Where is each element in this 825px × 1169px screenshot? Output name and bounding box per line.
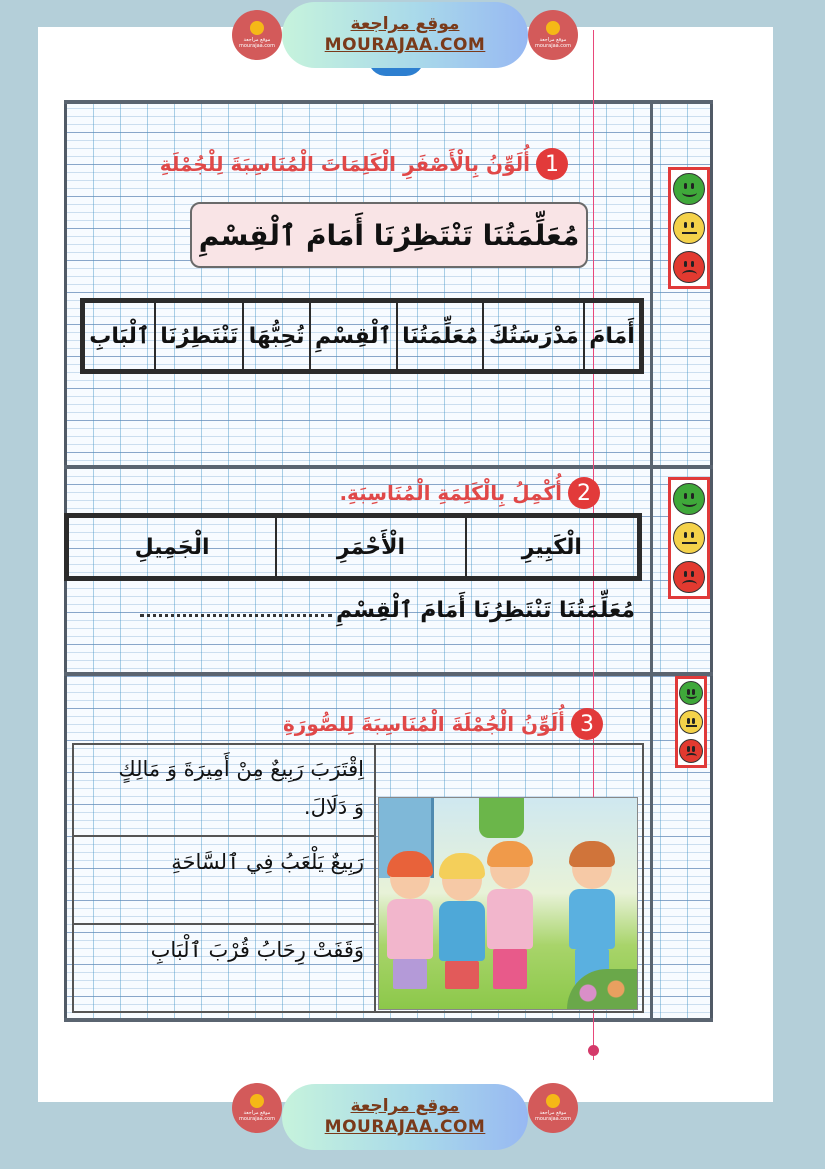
banner-site-link[interactable]: MOURAJAA.COM	[324, 35, 486, 55]
banner-arabic-label: موقع مراجعة	[350, 14, 460, 34]
happy-face-icon[interactable]	[679, 681, 703, 705]
footer-banner[interactable]	[282, 1084, 528, 1150]
neutral-face-icon[interactable]	[673, 522, 705, 554]
girl-figure	[487, 847, 533, 989]
top-rule	[64, 100, 713, 104]
choice-cell[interactable]: الْجَمِيلِ	[67, 516, 277, 579]
model-sentence: مُعَلِّمَتُنَا تَنْتَظِرُنَا أَمَامَ ٱلْقِسْمِ	[198, 218, 580, 252]
section-number-badge: 3	[571, 708, 603, 740]
choice-table	[64, 513, 642, 581]
section-number-badge: 1	[536, 148, 568, 180]
word-table	[80, 298, 644, 374]
bottom-rule	[64, 1018, 713, 1022]
logo-text-ar: موقع مراجعة	[539, 37, 567, 43]
word-cell[interactable]: أَمَامَ	[584, 301, 641, 372]
boy-figure	[439, 859, 485, 989]
site-logo-right[interactable]	[528, 10, 578, 60]
section-3-instruction: أُلَوِّنُ الْجُمْلَةَ الْمُنَاسِبَةَ لِلصُّورَةِ	[283, 712, 565, 736]
banner-site-link[interactable]: MOURAJAA.COM	[324, 1117, 486, 1137]
logo-text-ar: موقع مراجعة	[243, 37, 271, 43]
section-3-title	[283, 708, 603, 740]
site-logo-left[interactable]	[232, 1083, 282, 1133]
answer-blank[interactable]	[140, 614, 332, 617]
sad-face-icon[interactable]	[673, 251, 705, 283]
sad-face-icon[interactable]	[679, 739, 703, 763]
header-banner[interactable]	[282, 2, 528, 68]
children-illustration	[378, 797, 638, 1010]
choice-cell[interactable]: الْأَحْمَرِ	[276, 516, 466, 579]
logo-text-ar: موقع مراجعة	[243, 1110, 271, 1116]
section-1-title	[160, 148, 568, 180]
logo-text-en: mourajaa.com	[238, 1116, 275, 1122]
site-logo-right[interactable]	[528, 1083, 578, 1133]
logo-text-en: mourajaa.com	[534, 1116, 571, 1122]
section-divider-2	[64, 672, 713, 676]
word-cell[interactable]: ٱلْبَابِ	[83, 301, 155, 372]
section-2-instruction: أُكْمِلُ بِالْكَلِمَةِ الْمُنَاسِبَةِ.	[339, 481, 562, 505]
sentence-option-2[interactable]: رَبِيعٌ يَلْعَبُ فِي ٱلسَّاحَةِ	[74, 837, 374, 925]
banner-arabic-label: موقع مراجعة	[350, 1096, 460, 1116]
self-assessment-3	[675, 676, 707, 768]
neutral-face-icon[interactable]	[679, 710, 703, 734]
section-2-title	[339, 477, 600, 509]
happy-face-icon[interactable]	[673, 483, 705, 515]
girl-figure	[387, 857, 433, 989]
logo-text-en: mourajaa.com	[534, 43, 571, 49]
self-assessment-2	[668, 477, 710, 599]
logo-icon	[546, 1094, 560, 1108]
section-1-instruction: أُلَوِّنُ بِالْأَصْفَرِ الْكَلِمَاتَ الْمُنَاسِبَةَ لِلْجُمْلَةِ	[159, 152, 530, 176]
fill-in-sentence	[140, 598, 635, 623]
incomplete-sentence: مُعَلِّمَتُنَا تَنْتَظِرُنَا أَمَامَ ٱلْقِسْمِ	[336, 598, 635, 623]
choice-cell[interactable]: الْكَبِيرِ	[466, 516, 640, 579]
sentence-option-1-line2[interactable]: وَ دَلَالَ.	[74, 789, 374, 837]
margin-marker	[588, 1045, 599, 1056]
self-assessment-1	[668, 167, 710, 289]
word-cell[interactable]: تُحِبُّهَا	[243, 301, 309, 372]
assessment-column-divider	[650, 100, 653, 1022]
word-cell[interactable]: مَدْرَسَتُكَ	[483, 301, 584, 372]
word-cell[interactable]: تَنْتَظِرُنَا	[155, 301, 243, 372]
model-sentence-box	[190, 202, 588, 268]
logo-icon	[546, 21, 560, 35]
logo-icon	[250, 21, 264, 35]
logo-text-en: mourajaa.com	[238, 43, 275, 49]
logo-icon	[250, 1094, 264, 1108]
logo-text-ar: موقع مراجعة	[539, 1110, 567, 1116]
sentence-option-3-text: وَقَفَتْ رِحَابُ قُرْبَ ٱلْبَابِ	[150, 938, 364, 962]
word-cell[interactable]: ٱلْقِسْمِ	[310, 301, 397, 372]
section-divider-1	[64, 465, 713, 469]
table-divider	[374, 745, 376, 1011]
boy-figure	[569, 847, 615, 989]
plant	[479, 798, 524, 838]
sentence-option-3[interactable]	[74, 925, 374, 1011]
section-number-badge: 2	[568, 477, 600, 509]
sentence-option-1-line1[interactable]: اِقْتَرَبَ رَبِيعٌ مِنْ أَمِيرَةَ وَ مَالِكٍ	[118, 757, 364, 781]
sad-face-icon[interactable]	[673, 561, 705, 593]
site-logo-left[interactable]	[232, 10, 282, 60]
happy-face-icon[interactable]	[673, 173, 705, 205]
word-cell[interactable]: مُعَلِّمَتُنَا	[397, 301, 484, 372]
neutral-face-icon[interactable]	[673, 212, 705, 244]
grid-border-right	[710, 100, 713, 1022]
